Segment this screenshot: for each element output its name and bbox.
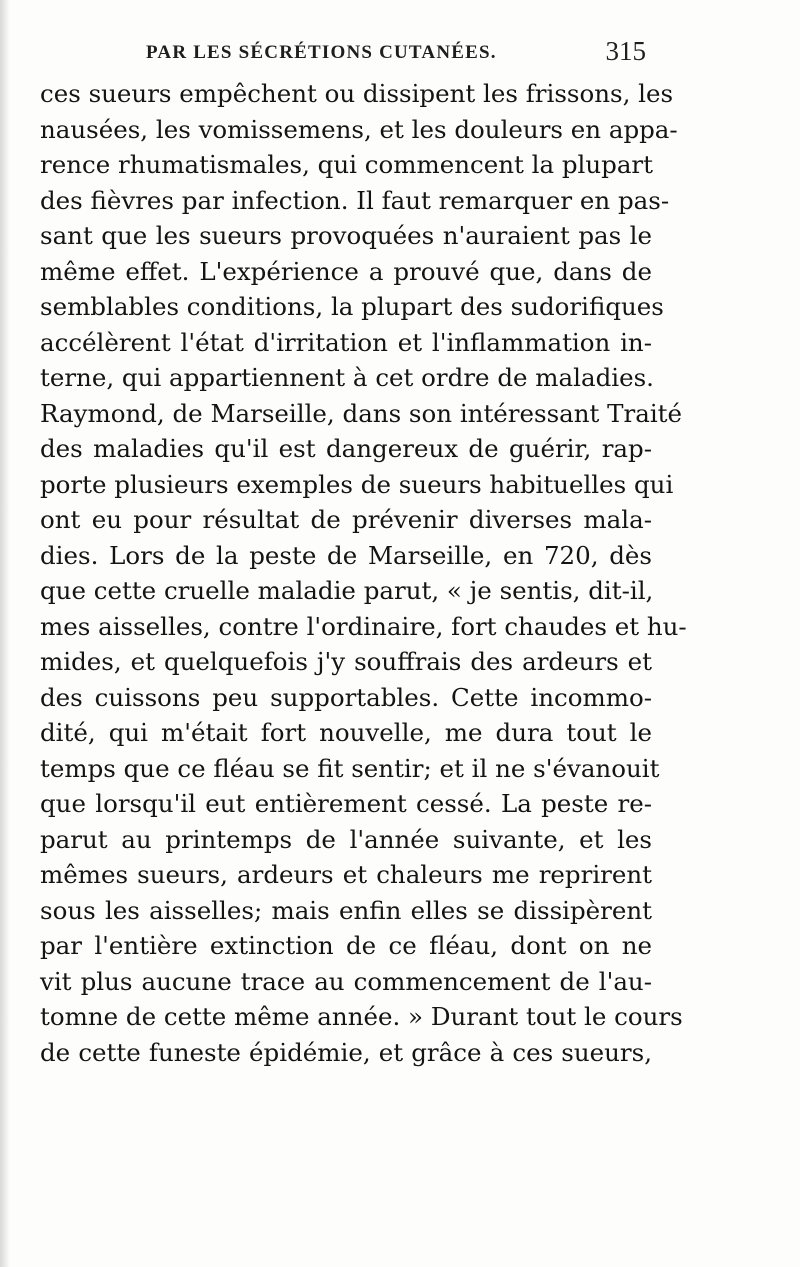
text-line-11: des maladies qu'il est dangereux de guérir, rap-: [40, 434, 652, 463]
text-line-15: que cette cruelle maladie parut, « je sentis, dit-il,: [40, 576, 654, 605]
text-line-3: rence rhumatismales, qui commencent la plupart: [40, 150, 653, 179]
body-text: [40, 76, 687, 1070]
text-line-14: dies. Lors de la peste de Marseille, en 720, dès: [40, 540, 652, 570]
text-line-8: accélèrent l'état d'irritation et l'inflammation in-: [40, 327, 652, 357]
text-line-10: Raymond, de Marseille, dans son intéressant Traité: [40, 398, 683, 428]
text-line-1: ces sueurs empêchent ou dissipent les frissons, les: [40, 79, 674, 108]
text-line-25: par l'entière extinction de ce fléau, dont on ne: [40, 931, 652, 960]
page-number: 315: [605, 36, 646, 66]
text-line-22: parut au printemps de l'année suivante, et les: [40, 824, 652, 854]
text-line-13: ont eu pour résultat de prévenir diverses mala-: [40, 505, 652, 534]
text-line-4: des fièvres par infection. Il faut remarquer en pas-: [40, 185, 670, 215]
text-line-26: vit plus aucune trace au commencement de l'au-: [40, 966, 652, 996]
text-line-24: sous les aisselles; mais enfin elles se dissipèrent: [40, 895, 652, 925]
text-line-23: mêmes sueurs, ardeurs et chaleurs me reprirent: [40, 860, 652, 889]
running-title: PAR LES SÉCRÉTIONS CUTANÉES.: [146, 42, 497, 63]
text-line-16: mes aisselles, contre l'ordinaire, fort chaudes et hu-: [40, 611, 687, 641]
text-line-18: des cuissons peu supportables. Cette incommo-: [40, 682, 652, 712]
text-line-17: mides, et quelquefois j'y souffrais des ardeurs et: [40, 647, 652, 676]
text-line-20: temps que ce fléau se fit sentir; et il ne s'évanouit: [40, 753, 660, 783]
text-line-27: tomne de cette même année. » Durant tout le cours: [40, 1002, 683, 1031]
text-line-9: terne, qui appartiennent à cet ordre de maladies.: [40, 363, 654, 392]
text-line-6: même effet. L'expérience a prouvé que, dans de: [40, 256, 652, 286]
text-line-21: que lorsqu'il eut entièrement cessé. La peste re-: [40, 789, 652, 818]
text-line-2: nausées, les vomissemens, et les douleurs en appa-: [40, 114, 678, 144]
text-line-5: sant que les sueurs provoquées n'auraient pas le: [40, 221, 652, 250]
running-head: [140, 36, 650, 70]
text-line-28: de cette funeste épidémie, et grâce à ces sueurs,: [40, 1037, 652, 1067]
text-line-12: porte plusieurs exemples de sueurs habituelles qui: [40, 469, 674, 499]
text-line-7: semblables conditions, la plupart des sudorifiques: [40, 292, 664, 321]
text-line-19: dité, qui m'était fort nouvelle, me dura tout le: [40, 718, 652, 747]
